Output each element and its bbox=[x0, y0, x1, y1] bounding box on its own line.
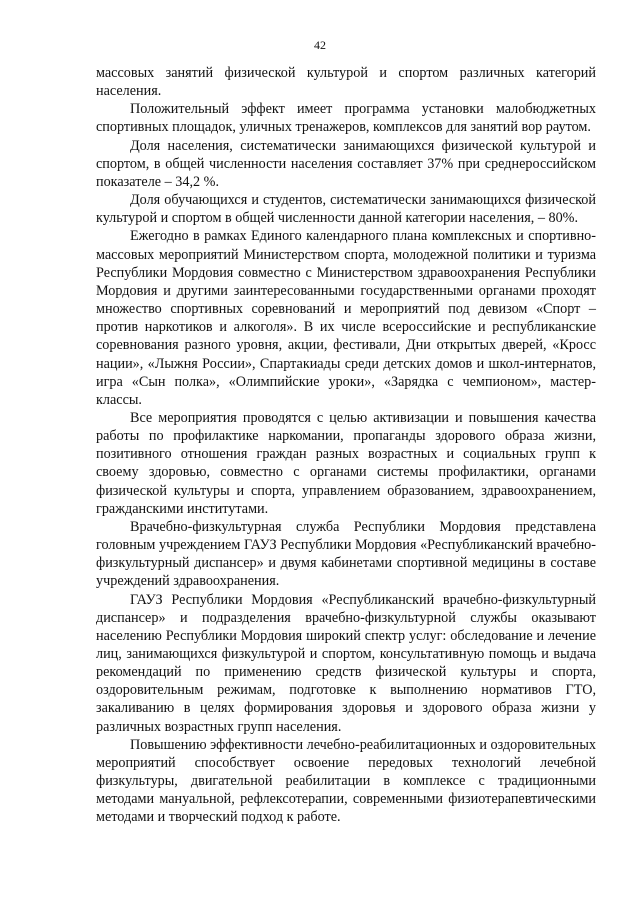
paragraph: Доля населения, систематически занимающихся физической культурой и спортом, в общей численности населения составляет 37% при среднероссийском показателе – 34,2 %. bbox=[96, 137, 596, 190]
paragraph: Ежегодно в рамках Единого календарного плана комплексных и спортивно-массовых мероприятий Министерством спорта, молодежной политики и туризма Республики Мордовия совместно с Министерством здравоохранения Республики Мордовия и другими заинтересованными государственными органами проходят множество спортивных соревнований и мероприятий под девизом «Спорт – против наркотиков и алкоголя». В их числе всероссийские и республиканские соревнования разного уровня, акции, фестивали, Дни открытых дверей, «Кросс нации», «Лыжня России», Спартакиады среди детских домов и школ-интернатов, игра «Сын полка», «Олимпийские уроки», «Зарядка с чемпионом», мастер-классы. bbox=[96, 228, 596, 408]
paragraph: массовых занятий физической культурой и спортом различных категорий населения. bbox=[96, 65, 596, 100]
paragraph: Повышению эффективности лечебно-реабилитационных и оздоровительных мероприятий способствует освоение передовых технологий лечебной физкультуры, двигательной реабилитации в комплексе с традиционными методами мануальной, рефлексотерапии, современными физиотерапевтическими методами и творческий подход к работе. bbox=[96, 736, 596, 826]
page-number: 42 bbox=[314, 38, 326, 52]
paragraph: ГАУЗ Республики Мордовия «Республиканский врачебно-физкультурный диспансер» и подразделения врачебно-физкультурной службы оказывают населению Республики Мордовия широкий спектр услуг: обследование и лечение лиц, занимающихся физкультурой и спортом, консультативную помощь и выдача рекомендаций по применению средств физической культуры и спорта, оздоровительным режимам, подготовке к выполнению нормативов ГТО, закаливанию в целях формирования здоровья и здорового образа жизни у различных возрастных групп населения. bbox=[96, 591, 596, 735]
document-body bbox=[96, 64, 596, 827]
paragraph: Все мероприятия проводятся с целью активизации и повышения качества работы по профилактике наркомании, пропаганды здорового образа жизни, позитивного отношения граждан разных возрастных и социальных групп к своему здоровью, совместно с органами системы профилактики, органами физической культуры и спорта, управлением образованием, здравоохранением, гражданскими институтами. bbox=[96, 409, 596, 517]
paragraph: Врачебно-физкультурная служба Республики Мордовия представлена головным учреждением ГАУЗ Республики Мордовия «Республиканский врачебно-физкультурный диспансер» и двумя кабинетами спортивной медицины в составе учреждений здравоохранения. bbox=[96, 518, 596, 590]
paragraph: Положительный эффект имеет программа установки малобюджетных спортивных площадок, уличных тренажеров, комплексов для занятий вор раутом. bbox=[96, 101, 596, 136]
paragraph: Доля обучающихся и студентов, систематически занимающихся физической культурой и спортом в общей численности данной категории населения, – 80%. bbox=[96, 192, 596, 227]
